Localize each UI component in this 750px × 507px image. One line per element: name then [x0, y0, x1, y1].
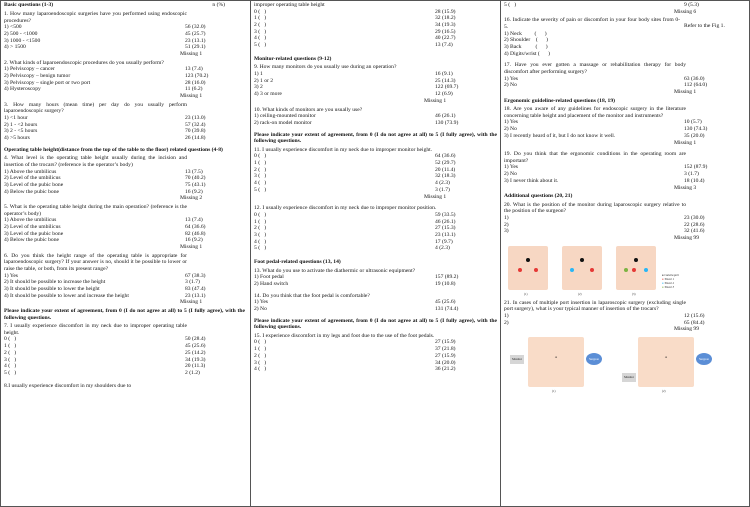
torso-2	[638, 337, 694, 387]
torso-1	[508, 246, 548, 290]
section-heading-additional: Additional questions (20, 21)	[504, 193, 573, 200]
missing-count: Missing 2	[180, 195, 203, 202]
column-3	[501, 1, 749, 506]
figure-legend	[662, 274, 679, 290]
answer-row: 3) Level of the pubic bone 75 (43.1)	[4, 182, 206, 188]
question-12: 12. I usually experience discomfort in my neck due to improper monitor position.	[254, 205, 437, 212]
missing-count: Missing 99	[674, 235, 700, 242]
monitor-icon: Monitor	[510, 355, 524, 364]
answer-row: 2) 500 - <1000 45 (25.7)	[4, 30, 206, 37]
answer-row: 1) ceiling-mounted monitor 46 (26.1)	[254, 113, 456, 120]
answer-row: 2) rack-on model monitor 130 (73.9)	[254, 119, 459, 126]
section-heading-agreement: Please indicate your extent of agreement, from 0 (I do not agree at all) to 5 (I fully agree), with the following questions.	[4, 308, 245, 321]
answer-row: 3) I never think about it. 18 (10.4)	[504, 177, 705, 184]
answer-row: 2) 65 (84.4)	[504, 319, 705, 326]
column-1	[1, 1, 251, 506]
answer-row: 4) > 1500 51 (29.1)	[4, 44, 206, 51]
answer-row: 0 ( ) 64 (36.6)	[254, 153, 456, 160]
missing-count: Missing 1	[424, 193, 447, 200]
answer-row: 4 ( ) 40 (22.7)	[254, 35, 456, 42]
monitor-icon: Monitor	[622, 373, 636, 382]
torso-2	[562, 246, 602, 290]
answer-row: 5 ( ) 4 (2.3)	[254, 245, 450, 252]
answer-row: 3) I recently heard of it, but I do not know it well. 35 (20.0)	[504, 132, 705, 139]
answer-row: 3 ( ) 23 (13.1)	[254, 231, 456, 238]
header-n: n (%)	[212, 2, 225, 8]
answer-row: 4 ( ) 20 (11.3)	[4, 363, 206, 370]
question-8: 8.I usually experience discomfort in my shoulders due to	[4, 382, 132, 389]
answer-row: 1) Above the umbilicus 13 (7.4)	[4, 217, 203, 224]
section-heading-agreement: Please indicate your extent of agreement, from 0 (I do not agree at all) to 5 (I fully agree), with the following questions.	[254, 317, 497, 331]
answer-row: 5 ( ) 9 (5.3)	[504, 2, 699, 8]
missing-count: Missing 1	[180, 93, 203, 100]
torso-3	[616, 246, 656, 290]
answer-row: 1) 23 (30.0)	[504, 215, 705, 222]
figure-caption: (2)	[662, 389, 666, 394]
answer-row: 1) 1 16 (9.1)	[254, 71, 453, 77]
missing-count: Missing 1	[674, 89, 697, 95]
answer-row: 0 ( ) 50 (28.4)	[4, 336, 206, 343]
missing-count: Missing 1	[180, 299, 203, 306]
monitor-position-figure	[504, 335, 746, 395]
missing-count: Missing 6	[674, 8, 697, 15]
answer-row: 2) Pelviscopy – benign tumor 123 (70.2)	[4, 73, 209, 79]
answer-row: 4 ( ) 36 (21.2)	[254, 366, 456, 373]
missing-count: Missing 1	[180, 51, 203, 57]
answer-row: 2) No 130 (74.3)	[504, 126, 708, 133]
answer-row: 1 ( ) 37 (21.8)	[254, 346, 456, 353]
answer-row: 4) Below the pubic bone 16 (9.2)	[4, 237, 203, 244]
question-11: 11. I usually experience discomfort in my neck due to improper monitor height.	[254, 146, 433, 153]
answer-row: 3) 32 (41.6)	[504, 228, 705, 235]
missing-count: Missing 1	[180, 244, 203, 251]
missing-count: Missing 1	[424, 97, 447, 104]
a-label: A	[664, 355, 668, 360]
question-16-block	[504, 17, 746, 30]
question-13: 13. What do you use to activate the diathermic or ultrasonic equipment?	[254, 267, 416, 274]
answer-row: 4) It should be possible to lower and increase the height 23 (13.1)	[4, 292, 206, 299]
surgeon-icon: Surgeon	[696, 353, 712, 365]
legend-trocar-2: ● Trocar 2	[662, 281, 675, 285]
answer-row: 3) Pelviscopy – single port or two port 28 (16.0)	[4, 79, 206, 86]
answer-row: 4) 3 or more 12 (6.9)	[254, 91, 453, 98]
trocar-1-dot	[518, 268, 522, 272]
answer-row: 3 ( ) 34 (19.3)	[4, 356, 206, 363]
section-heading-guideline: Ergonomic guideline-related questions (18, 19)	[504, 97, 615, 104]
trocar-1-dot	[590, 268, 594, 272]
answer-row: 2) 1 or 2 25 (14.3)	[254, 77, 456, 84]
answer-row: 1) 12 (15.6)	[504, 313, 705, 320]
answer-row: 0 ( ) 28 (15.9)	[254, 8, 456, 15]
trocar-2-dot	[644, 268, 648, 272]
answer-row: 4 ( ) 4 (2.3)	[254, 180, 450, 187]
answer-row: 1) Yes 67 (38.3)	[4, 272, 206, 279]
section-heading-agreement: Please indicate your extent of agreement, from 0 (I do not agree at all) to 5 (I fully agree), with the following questions.	[254, 131, 497, 145]
camera-port-dot	[634, 258, 638, 262]
camera-port-dot	[526, 258, 530, 262]
answer-row: 3) 1000 - <1500 23 (13.1)	[4, 37, 206, 44]
header-title: Basic questions (1-3)	[4, 2, 54, 8]
answer-row: 2) 1 - <2 hours 57 (32.4)	[4, 121, 206, 128]
answer-row: 3 ( ) 34 (20.0)	[254, 359, 456, 366]
question-1: 1. How many laparoendoscopic surgeries have you performed using endoscopic procedures?	[4, 11, 187, 24]
question-19: 19. Do you think that the ergonomic conditions in the operating room are important?	[504, 151, 686, 164]
question-8-continued: improper operating table height	[254, 2, 325, 8]
question-3: 3. How many hours (mean time) per day do you usually perform laparoendoscopic surgery?	[4, 101, 187, 115]
trocar-1-dot	[534, 268, 538, 272]
answer-row: 2 ( ) 27 (15.3)	[254, 225, 456, 232]
question-10: 10. What kinds of monitors are you usually use?	[254, 106, 363, 113]
torso-1	[528, 337, 584, 387]
answer-row: 2) No 3 (1.7)	[504, 171, 699, 178]
answer-row: 3 ( ) 32 (18.3)	[254, 173, 456, 180]
answer-row: 1) Neck ( )	[504, 30, 547, 37]
answer-row: 3) It should be possible to lower the height 83 (47.4)	[4, 286, 206, 292]
answer-row: 0 ( ) 59 (33.5)	[254, 211, 456, 218]
answer-row: 2) Hand switch 19 (10.8)	[254, 280, 456, 287]
section-heading-monitor: Monitor-related questions (9-12)	[254, 55, 332, 62]
missing-count: Missing 99	[674, 326, 700, 333]
answer-row: 2) 22 (28.6)	[504, 221, 705, 228]
table-header	[4, 2, 247, 9]
answer-row: 1) Yes 45 (25.6)	[254, 299, 456, 306]
answer-row: 5 ( ) 2 (1.2)	[4, 370, 200, 376]
answer-row: 2) Level of the umbilicus 64 (36.6)	[4, 224, 206, 230]
missing-count: Missing 3	[674, 184, 697, 191]
answer-row: 4) Below the pubic bone 16 (9.2)	[4, 188, 203, 195]
answer-row: 2 ( ) 25 (14.2)	[4, 349, 206, 356]
answer-row: 1) <500 56 (32.0)	[4, 24, 206, 31]
surgeon-icon: Surgeon	[586, 353, 602, 365]
section-heading-table: Operating table height(distance from the top of the table to the floor) related questions (4-8)	[4, 146, 223, 153]
trocar-3-dot	[624, 268, 628, 272]
question-2: 2. What kinds of laparoendoscopic procedures do you usually perform?	[4, 59, 164, 66]
figure-caption: (3)	[632, 291, 636, 296]
answer-row: 0 ( ) 27 (15.9)	[254, 339, 456, 346]
legend-trocar-1: ● Trocar 1	[662, 277, 675, 281]
trocar-figure	[504, 244, 746, 300]
answer-row: 1 ( ) 46 (26.1)	[254, 218, 456, 225]
answer-row: 2 ( ) 27 (15.9)	[254, 352, 456, 359]
section-heading-foot-pedal: Foot pedal-related questions (13, 14)	[254, 259, 341, 266]
answer-row: 1) Foot pedal 157 (89.2)	[254, 274, 459, 281]
legend-camera: ● Camera port	[662, 273, 679, 277]
question-5: 5. What is the operating table height during the main operation? (reference is the operator’s body)	[4, 204, 187, 217]
answer-row: 5 ( ) 3 (1.7)	[254, 186, 450, 193]
column-2	[251, 1, 501, 506]
legend-trocar-3: ● Trocar 3	[662, 285, 675, 289]
answer-row: 4) Hysteroscopy 11 (6.2)	[4, 86, 203, 93]
answer-row: 1) Pelviscopy – cancer 13 (7.4)	[4, 66, 203, 73]
question-21: 21. In cases of multiple port insertion in laparoscopic surgery (excluding single port surgery), what is your typical manner of insertion of the trocars?	[504, 299, 686, 313]
answer-row: 1 ( ) 32 (18.2)	[254, 15, 456, 22]
answer-row: 4) >5 hours 26 (14.8)	[4, 135, 206, 142]
answer-row: 1) Above the umbilicus 13 (7.5)	[4, 168, 203, 175]
trocar-2-dot	[570, 268, 574, 272]
answer-row: 3) 2 - <5 hours 70 (39.8)	[4, 128, 206, 135]
question-17: 17. Have you ever gotten a massage or rehabilitation therapy for body discomfort after performing surgery?	[504, 62, 686, 75]
answer-row: 1) Yes 10 (5.7)	[504, 119, 702, 126]
answer-row: 1 ( ) 45 (25.6)	[4, 343, 206, 350]
answer-row: 3) Level of the pubic bone 82 (46.8)	[4, 230, 206, 237]
answer-row: 2) Shoulder ( )	[504, 37, 548, 44]
trocar-1-dot	[632, 268, 636, 272]
answer-row: 2) No 131 (74.4)	[254, 305, 459, 312]
answer-row: 2) No 112 (64.0)	[504, 82, 708, 89]
answer-row: 2) Level of the umbilicus 70 (40.2)	[4, 175, 206, 182]
answer-row: 5 ( ) 13 (7.4)	[254, 42, 453, 49]
figure-caption: (1)	[552, 389, 556, 394]
answer-row: 3) Back ( )	[504, 44, 548, 50]
answer-row: 3) 2 122 (69.7)	[254, 84, 459, 91]
figure-caption: (2)	[578, 291, 582, 296]
answer-row: 4) Digits/wrist ( )	[504, 50, 550, 57]
a-label: A	[554, 355, 558, 360]
camera-port-dot	[580, 258, 584, 262]
answer-row: 1) Yes 63 (36.0)	[504, 75, 705, 82]
answer-row: 2) It should be possible to increase the height 3 (1.7)	[4, 279, 200, 286]
answer-row: 1) <1 hour 23 (13.0)	[4, 115, 206, 121]
question-14: 14. Do you think that the foot pedal is comfortable?	[254, 292, 370, 299]
answer-row: 2 ( ) 20 (11.4)	[254, 166, 456, 173]
missing-count: Missing 1	[674, 139, 697, 146]
question-7: 7. I usually experience discomfort in my neck due to improper operating table height.	[4, 323, 187, 336]
question-16: 16. Indicate the severity of pain or discomfort in your four body sites from 0-5.	[504, 17, 680, 30]
answer-row: 4 ( ) 17 (9.7)	[254, 238, 453, 245]
answer-row: 1 ( ) 52 (29.7)	[254, 160, 456, 166]
answer-row: 3 ( ) 29 (16.5)	[254, 28, 456, 35]
question-4: 4. What level is the operating table height usually during the incision and insertion of the trocars? (reference is the operator’s body)	[4, 155, 187, 168]
question-15: 15. I experience discomfort in my legs and foot due to the use of the foot pedals.	[254, 332, 435, 339]
question-1-answers	[4, 24, 247, 58]
question-18: 18. Are you aware of any guidelines for endoscopic surgery in the literature concerning table height and placement of the monitor and instruments?	[504, 106, 686, 119]
figure-caption: (1)	[524, 291, 528, 296]
answer-row: 1) Yes 152 (87.9)	[504, 164, 708, 171]
question-9: 9. How many monitors do you usually use during an operation?	[254, 64, 397, 71]
question-6: 6. Do you think the height range of the operating table is appropriate for laparoendoscopic surgery? If your answer is no, should it be possible to lower or raise the table, or both, from its present range?	[4, 252, 187, 272]
question-20: 20. What is the position of the monitor during laparoscopic surgery relative to the position of the surgeon?	[504, 201, 686, 215]
answer-row: 2 ( ) 34 (19.3)	[254, 22, 456, 28]
figure-reference: Refer to the Fig 1.	[684, 23, 725, 30]
